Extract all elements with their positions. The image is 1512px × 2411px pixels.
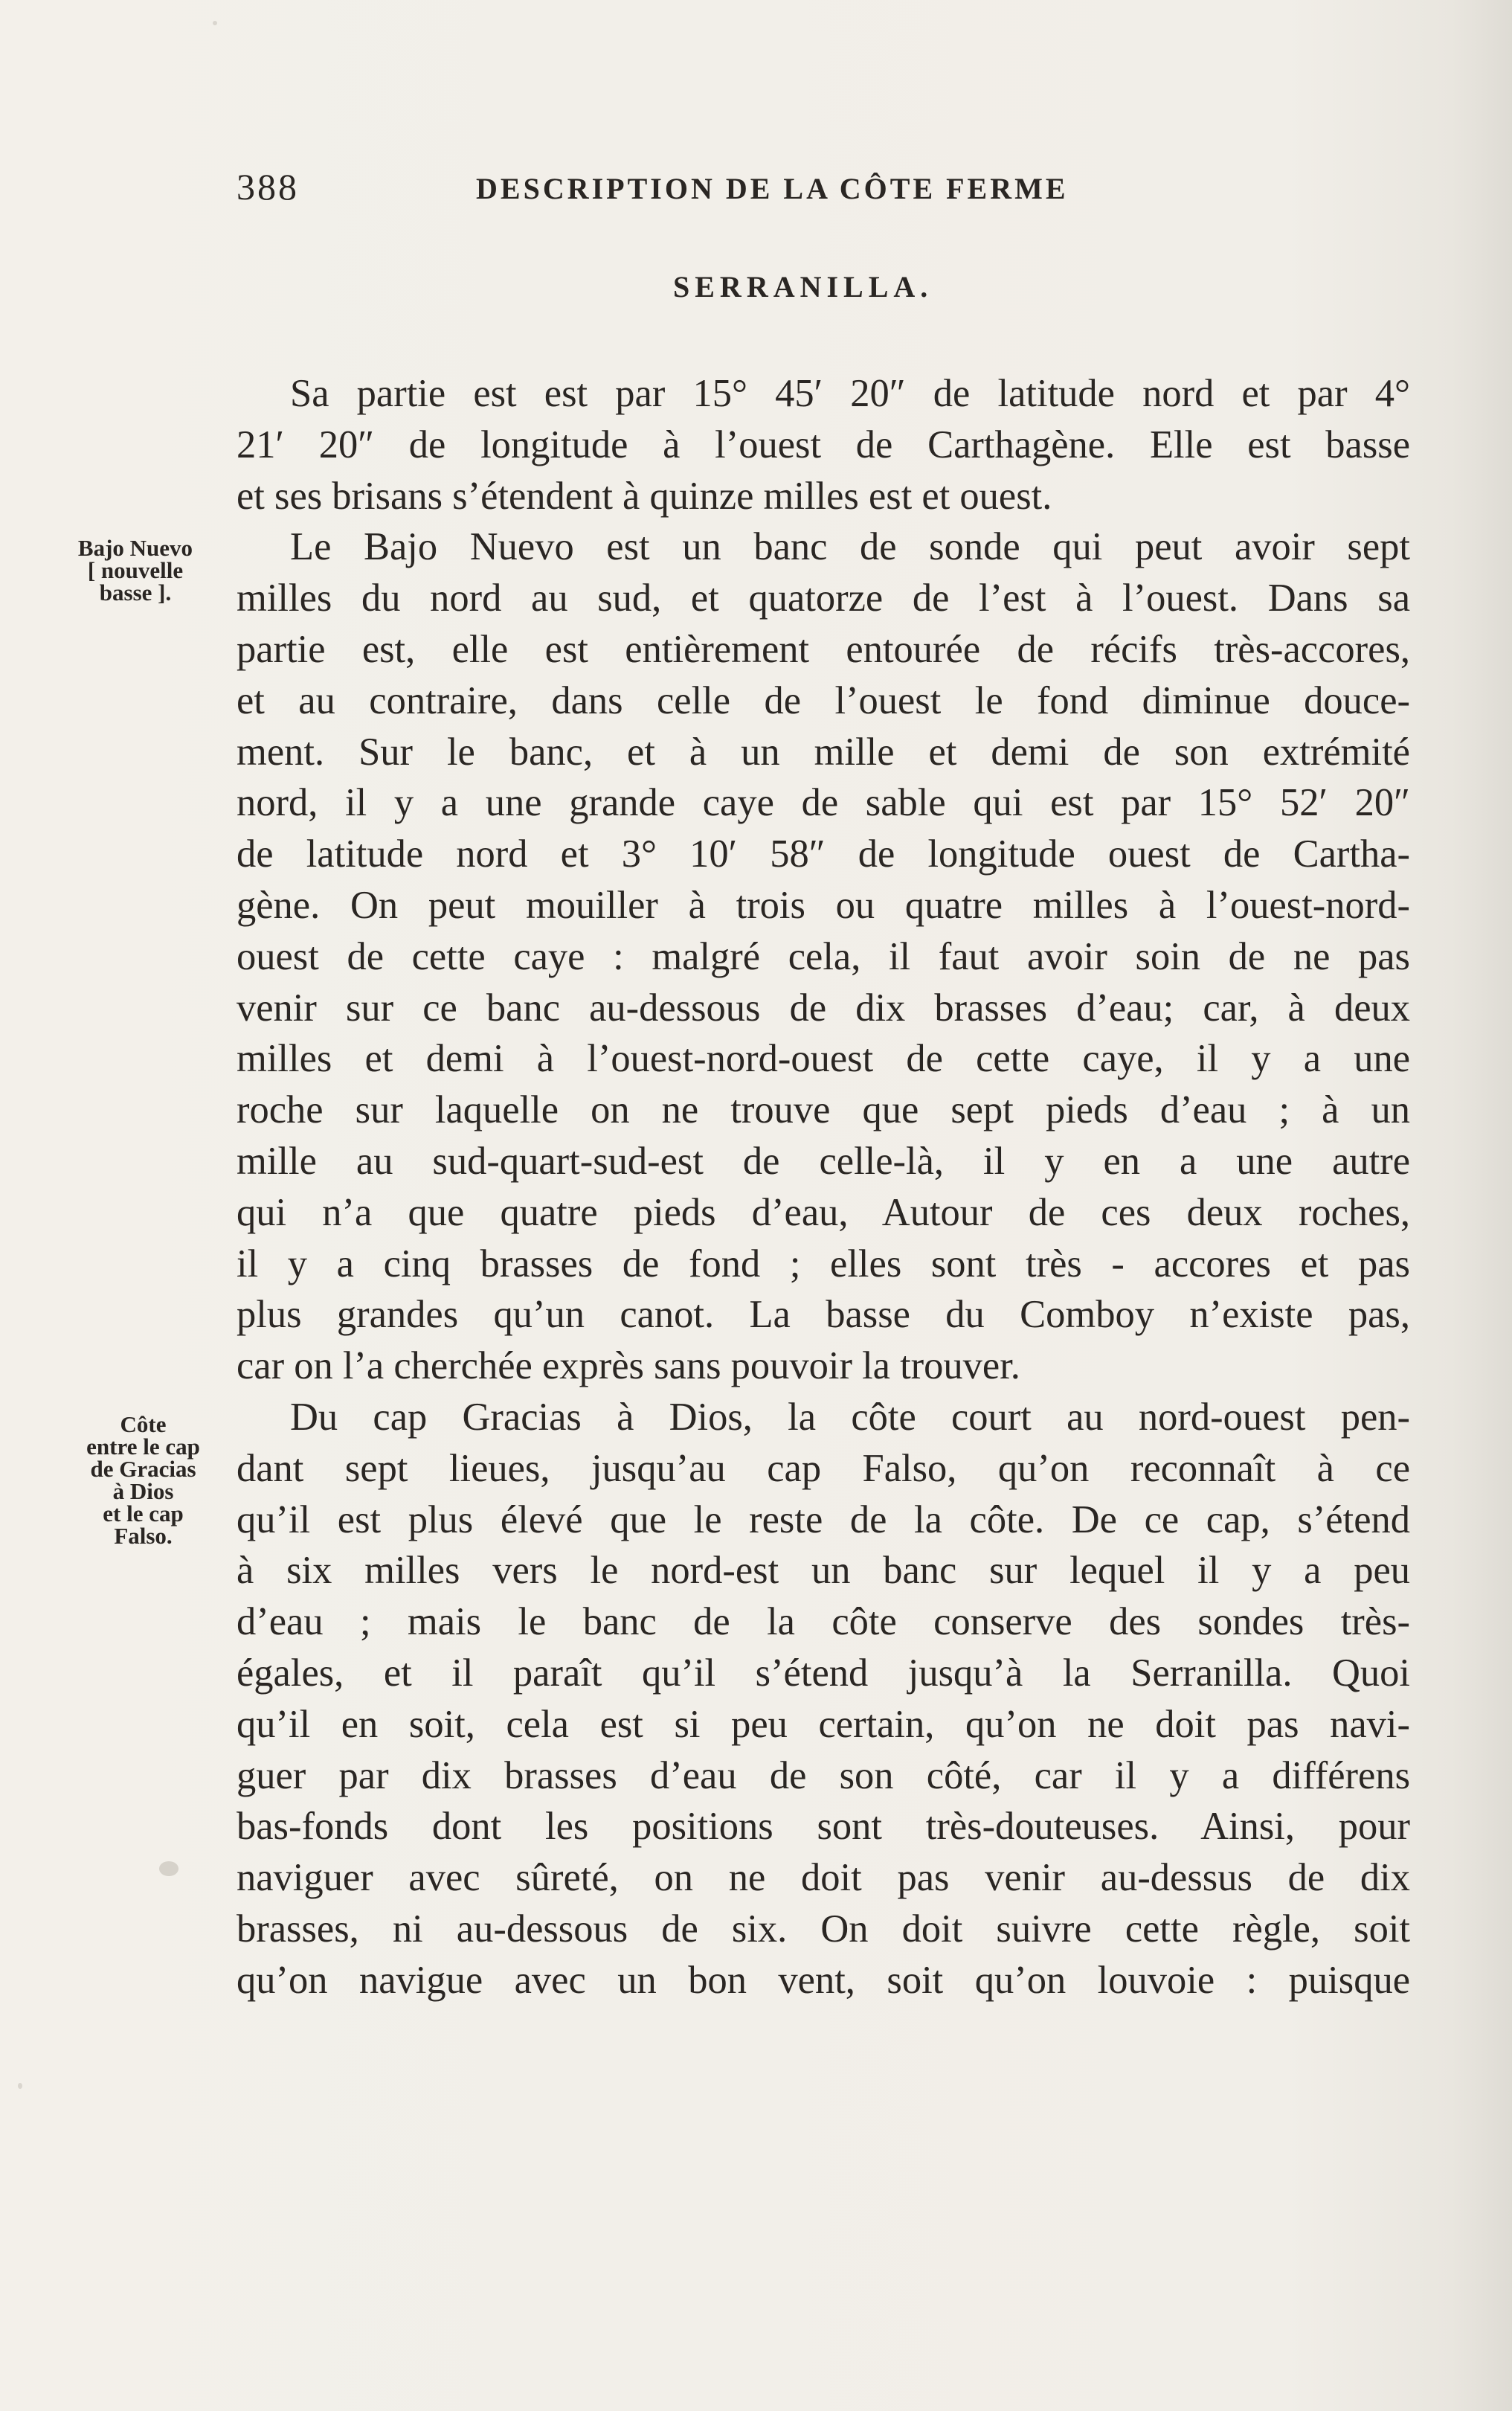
text-line: plus grandes qu’un canot. La basse du Comboy n’existe pas, bbox=[237, 1293, 1410, 1337]
margin-note-line: Falso. bbox=[114, 1523, 173, 1549]
text-line: Du cap Gracias à Dios, la côte court au nord-ouest pen- bbox=[290, 1395, 1410, 1439]
paper-speck bbox=[159, 1861, 178, 1876]
margin-note-line: à Dios bbox=[112, 1478, 174, 1504]
margin-note-line: et le cap bbox=[103, 1500, 184, 1526]
page-header bbox=[237, 165, 1166, 210]
text-line: venir sur ce banc au-dessous de dix brasses d’eau; car, à deux bbox=[237, 986, 1410, 1030]
text-line: il y a cinq brasses de fond ; elles sont très - accores et pas bbox=[237, 1242, 1410, 1285]
text-line: mille au sud-quart-sud-est de celle-là, il y en a une autre bbox=[237, 1139, 1410, 1183]
margin-note-line: [ nouvelle bbox=[87, 557, 184, 583]
text-line: naviguer avec sûreté, on ne doit pas venir au-dessus de dix bbox=[237, 1856, 1410, 1900]
text-line: à six milles vers le nord-est un banc sur lequel il y a peu bbox=[237, 1549, 1410, 1593]
text-line: partie est, elle est entièrement entourée de récifs très-accores, bbox=[237, 627, 1410, 671]
margin-note-line: entre le cap bbox=[86, 1434, 200, 1460]
text-line: qu’il en soit, cela est si peu certain, qu’on ne doit pas navi- bbox=[237, 1702, 1410, 1746]
text-line: ouest de cette caye : malgré cela, il faut avoir soin de ne pas bbox=[237, 934, 1410, 978]
text-line: qu’on navigue avec un bon vent, soit qu’on louvoie : puisque bbox=[237, 1958, 1410, 2002]
paper-speck bbox=[213, 21, 217, 25]
text-line: de latitude nord et 3° 10′ 58″ de longitude ouest de Cartha- bbox=[237, 832, 1410, 876]
body-text bbox=[237, 368, 1410, 2006]
text-line: car on l’a cherchée exprès sans pouvoir la trouver. bbox=[237, 1344, 1020, 1388]
text-line: roche sur laquelle on ne trouve que sept pieds d’eau ; à un bbox=[237, 1088, 1410, 1132]
text-line: milles du nord au sud, et quatorze de l’est à l’ouest. Dans sa bbox=[237, 577, 1410, 620]
margin-note-bajo-nuevo bbox=[54, 537, 217, 604]
text-line: qu’il est plus élevé que le reste de la côte. De ce cap, s’étend bbox=[237, 1497, 1410, 1541]
text-line: dant sept lieues, jusqu’au cap Falso, qu’on reconnaît à ce bbox=[237, 1446, 1410, 1490]
text-line: nord, il y a une grande caye de sable qui est par 15° 52′ 20″ bbox=[237, 781, 1410, 825]
text-line: et ses brisans s’étendent à quinze milles est et ouest. bbox=[237, 474, 1052, 518]
text-line: qui n’a que quatre pieds d’eau, Autour de ces deux roches, bbox=[237, 1190, 1410, 1234]
margin-note-line: Bajo Nuevo bbox=[77, 535, 193, 561]
text-line: brasses, ni au-dessous de six. On doit suivre cette règle, soit bbox=[237, 1907, 1410, 1951]
margin-note-line: de Gracias bbox=[90, 1456, 196, 1482]
paper-speck bbox=[18, 2083, 22, 2089]
section-title: SERRANILLA. bbox=[673, 270, 933, 304]
page-number: 388 bbox=[237, 166, 299, 208]
text-line: égales, et il paraît qu’il s’étend jusqu’à la Serranilla. Quoi bbox=[237, 1651, 1410, 1695]
margin-note-line: Côte bbox=[120, 1411, 167, 1437]
margin-note-cote bbox=[63, 1413, 223, 1547]
text-line: Le Bajo Nuevo est un banc de sonde qui peut avoir sept bbox=[290, 525, 1410, 569]
text-line: 21′ 20″ de longitude à l’ouest de Carthagène. Elle est basse bbox=[237, 423, 1410, 466]
text-line: guer par dix brasses d’eau de son côté, car il y a différens bbox=[237, 1753, 1410, 1797]
text-line: gène. On peut mouiller à trois ou quatre milles à l’ouest-nord- bbox=[237, 883, 1410, 927]
text-line: ment. Sur le banc, et à un mille et demi de son extrémité bbox=[237, 730, 1410, 774]
running-head: DESCRIPTION DE LA CÔTE FERME bbox=[476, 172, 1069, 205]
text-line: milles et demi à l’ouest-nord-ouest de cette caye, il y a une bbox=[237, 1037, 1410, 1081]
text-line: bas-fonds dont les positions sont très-douteuses. Ainsi, pour bbox=[237, 1805, 1410, 1849]
text-line: et au contraire, dans celle de l’ouest le fond diminue douce- bbox=[237, 678, 1410, 722]
text-line: d’eau ; mais le banc de la côte conserve des sondes très- bbox=[237, 1600, 1410, 1644]
margin-note-line: basse ]. bbox=[99, 580, 172, 606]
text-line: Sa partie est est par 15° 45′ 20″ de latitude nord et par 4° bbox=[290, 372, 1410, 415]
